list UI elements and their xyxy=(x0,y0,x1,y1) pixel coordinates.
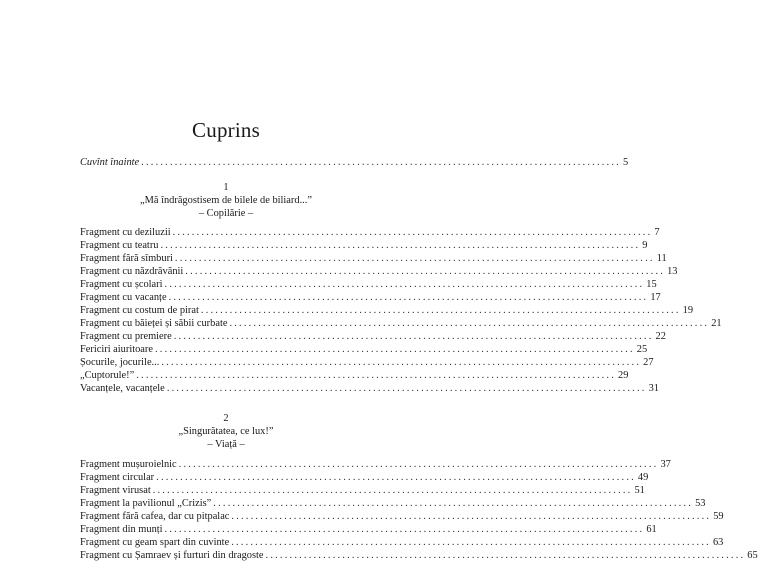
toc-entry-page: 15 xyxy=(646,279,657,290)
toc-entry-label: Fragment cu băieței și săbii curbate xyxy=(80,318,228,329)
toc-entry-label: Fragment cu premiere xyxy=(80,331,172,342)
toc-entry-page: 31 xyxy=(648,383,659,394)
toc-entry xyxy=(80,484,645,497)
toc-entry-label: Fragment cu costum de pirat xyxy=(80,305,199,316)
toc-entry-label: Fragment cu geam spart din cuvinte xyxy=(80,537,230,548)
toc-entry xyxy=(80,226,660,239)
leader-dots: .................................................................................................... xyxy=(213,498,694,509)
toc-entry-label: Fragment fără sîmburi xyxy=(80,253,173,264)
toc-entry-page: 59 xyxy=(713,511,724,522)
toc-entry-label: Fragment mușuroielnic xyxy=(80,459,177,470)
leader-dots: .................................................................................................... xyxy=(160,240,641,251)
toc-entry-label: Fragment la pavilionul „Crizis” xyxy=(80,498,212,509)
leader-dots: .................................................................................................... xyxy=(174,253,655,264)
toc-entry-label: Fragment virusat xyxy=(80,485,151,496)
toc-entry xyxy=(80,239,648,252)
toc-entry xyxy=(80,317,722,330)
toc-entry-foreword xyxy=(80,156,629,169)
leader-dots: .................................................................................................... xyxy=(168,292,649,303)
toc-entry-label: Fragment cu vacanțe xyxy=(80,292,167,303)
leader-dots: .................................................................................................... xyxy=(164,279,645,290)
toc-entry-page: 27 xyxy=(643,357,654,368)
toc-entry-page: 21 xyxy=(711,318,722,329)
toc-entry-page: 19 xyxy=(682,305,694,316)
toc-entry-page: 61 xyxy=(646,524,657,535)
toc-entry xyxy=(80,330,666,343)
toc-entry-page: 63 xyxy=(712,537,724,548)
leader-dots: .................................................................................................... xyxy=(265,550,746,561)
leader-dots: .................................................................................................... xyxy=(156,472,636,483)
part-subtitle: – Copilărie – xyxy=(198,208,254,219)
toc-entry xyxy=(80,369,629,382)
toc-entry xyxy=(80,265,678,278)
leader-dots: .................................................................................................... xyxy=(185,266,666,277)
leader-dots: .................................................................................................... xyxy=(173,331,654,342)
page-title: Cuprins xyxy=(192,118,260,142)
leader-dots: .................................................................................................... xyxy=(178,459,659,470)
toc-entry-page: 17 xyxy=(650,292,661,303)
toc-entry xyxy=(80,549,758,562)
leader-dots: .................................................................................................... xyxy=(200,305,681,316)
leader-dots: .................................................................................................... xyxy=(152,485,633,496)
toc-entry-page: 13 xyxy=(667,266,678,277)
toc-entry xyxy=(80,458,671,471)
toc-entry xyxy=(80,510,724,523)
toc-entry xyxy=(80,291,661,304)
leader-dots: .................................................................................................... xyxy=(231,511,712,522)
leader-dots: .................................................................................................... xyxy=(161,357,642,368)
leader-dots: .................................................................................................... xyxy=(231,537,711,548)
toc-entry-page: 53 xyxy=(695,498,706,509)
leader-dots: .................................................................................................... xyxy=(172,227,653,238)
toc-entry-page: 7 xyxy=(654,227,660,238)
toc-entry xyxy=(80,356,654,369)
toc-entry-label: Fragment cu teatru xyxy=(80,240,159,251)
toc-entry-label: Vacanțele, vacanțele xyxy=(80,383,165,394)
toc-entry-page: 51 xyxy=(634,485,645,496)
toc-entry-page: 49 xyxy=(637,472,649,483)
leader-dots: .................................................................................................... xyxy=(155,344,635,355)
toc-entry-page: 9 xyxy=(642,240,648,251)
part-number: 1 xyxy=(223,182,229,193)
toc-entry-page: 37 xyxy=(660,459,671,470)
toc-entry-page: 65 xyxy=(747,550,758,561)
toc-entry-label: Cuvînt înainte xyxy=(80,157,140,168)
leader-dots: .................................................................................................... xyxy=(136,370,617,381)
toc-entry-label: Fragment fără cafea, dar cu pitpalac xyxy=(80,511,230,522)
toc-entry xyxy=(80,382,659,395)
toc-entry-page: 11 xyxy=(656,253,667,264)
leader-dots: .................................................................................................... xyxy=(166,383,647,394)
toc-entry-label: Fragment cu Șamraev și furturi din dragoste xyxy=(80,550,264,561)
toc-entry-label: Fragment cu năzdrăvănii xyxy=(80,266,184,277)
toc-entry-label: Fragment cu deziluzii xyxy=(80,227,171,238)
toc-entry xyxy=(80,497,706,510)
toc-entry xyxy=(80,304,694,317)
toc-entry xyxy=(80,471,649,484)
toc-entry-label: Fragment cu școlari xyxy=(80,279,163,290)
toc-entry-label: „Cuptorule!” xyxy=(80,370,135,381)
toc-entry xyxy=(80,343,648,356)
toc-entry-label: Fragment circular xyxy=(80,472,155,483)
toc-entry-page: 5 xyxy=(622,157,629,168)
toc-entry-page: 29 xyxy=(618,370,629,381)
leader-dots: .................................................................................................... xyxy=(141,157,621,168)
toc-entry-label: Fericiri aiuritoare xyxy=(80,344,153,355)
toc-entry-label: Șocurile, jocurile... xyxy=(80,357,160,368)
toc-entry xyxy=(80,278,657,291)
toc-entry xyxy=(80,536,724,549)
part-heading: „Mă îndrăgostisem de bilele de biliard...” xyxy=(140,195,312,206)
part-heading: „Singurătatea, ce lux!” xyxy=(178,426,274,437)
toc-entry xyxy=(80,523,657,536)
toc-entry-page: 25 xyxy=(636,344,648,355)
toc-entry xyxy=(80,252,667,265)
leader-dots: .................................................................................................... xyxy=(229,318,710,329)
toc-entry-page: 22 xyxy=(655,331,666,342)
part-number: 2 xyxy=(223,413,229,424)
leader-dots: .................................................................................................... xyxy=(164,524,645,535)
toc-entry-label: Fragment din munți xyxy=(80,524,163,535)
part-subtitle: – Viață – xyxy=(207,439,245,450)
